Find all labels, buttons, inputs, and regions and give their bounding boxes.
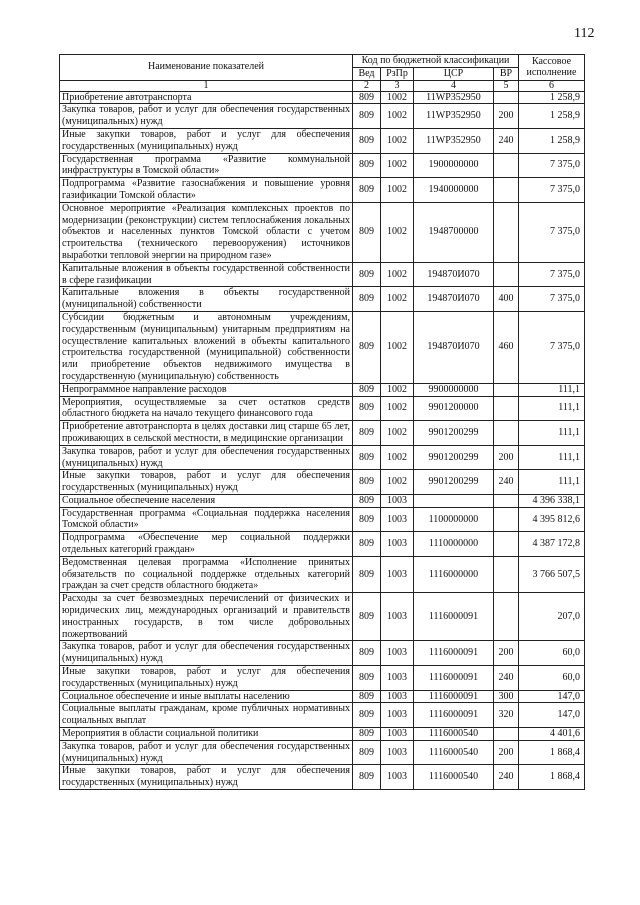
row-name: Социальное обеспечение населения — [60, 494, 353, 507]
page-number: 112 — [574, 26, 595, 41]
row-rzpr: 1002 — [381, 178, 414, 203]
row-name: Социальные выплаты гражданам, кроме публичных нормативных социальных выплат — [60, 703, 353, 728]
row-name: Закупка товаров, работ и услуг для обеспечения государственных (муниципальных) нужд — [60, 445, 353, 470]
row-name: Подпрограмма «Развитие газоснабжения и повышение уровня газификации Томской области» — [60, 178, 353, 203]
row-amount: 111,1 — [519, 445, 585, 470]
row-ved: 809 — [353, 703, 381, 728]
row-csr: 194870И070 — [414, 287, 494, 312]
row-ved: 809 — [353, 556, 381, 592]
row-csr: 1116000091 — [414, 641, 494, 666]
row-csr: 1940000000 — [414, 178, 494, 203]
row-csr: 1948700000 — [414, 202, 494, 262]
row-amount: 7 375,0 — [519, 202, 585, 262]
row-amount: 4 395 812,6 — [519, 507, 585, 532]
table-row — [60, 153, 585, 178]
table-row — [60, 666, 585, 691]
row-amount: 207,0 — [519, 593, 585, 641]
row-amount: 60,0 — [519, 666, 585, 691]
row-vr: 200 — [494, 445, 519, 470]
row-ved: 809 — [353, 178, 381, 203]
header-vr: ВР — [494, 67, 519, 80]
row-name: Основное мероприятие «Реализация комплексных проектов по модернизации (реконструкции) систем теплоснабжения локальных объектов и населенных пунктов Томской области с учетом строительства (технического перевооружения) источников выработки тепловой энергии на природном газе» — [60, 202, 353, 262]
row-csr: 194870И070 — [414, 262, 494, 287]
row-vr — [494, 396, 519, 421]
row-vr — [494, 153, 519, 178]
row-rzpr: 1002 — [381, 470, 414, 495]
table-row — [60, 383, 585, 396]
row-ved: 809 — [353, 202, 381, 262]
row-rzpr: 1003 — [381, 728, 414, 741]
row-name: Закупка товаров, работ и услуг для обеспечения государственных (муниципальных) нужд — [60, 104, 353, 129]
row-name: Расходы за счет безвозмездных перечислений от физических и юридических лиц, международных организаций и правительств иностранных государств, в том числе добровольных пожертвований — [60, 593, 353, 641]
row-vr: 240 — [494, 666, 519, 691]
column-number: 6 — [519, 80, 585, 91]
row-name: Приобретение автотранспорта — [60, 91, 353, 104]
header-ved: Вед — [353, 67, 381, 80]
row-csr: 1110000000 — [414, 532, 494, 557]
row-rzpr: 1003 — [381, 703, 414, 728]
row-ved: 809 — [353, 262, 381, 287]
table-row — [60, 287, 585, 312]
row-rzpr: 1002 — [381, 396, 414, 421]
row-ved: 809 — [353, 445, 381, 470]
row-vr: 200 — [494, 104, 519, 129]
row-ved: 809 — [353, 470, 381, 495]
table-row — [60, 494, 585, 507]
row-name: Закупка товаров, работ и услуг для обеспечения государственных (муниципальных) нужд — [60, 740, 353, 765]
row-name: Приобретение автотранспорта в целях доставки лиц старше 65 лет, проживающих в сельской местности, в медицинские организации — [60, 421, 353, 446]
table-row — [60, 690, 585, 703]
row-rzpr: 1002 — [381, 91, 414, 104]
row-vr — [494, 262, 519, 287]
table-row — [60, 556, 585, 592]
row-amount: 147,0 — [519, 703, 585, 728]
row-csr: 9901200299 — [414, 445, 494, 470]
row-name: Капитальные вложения в объекты государственной (муниципальной) собственности — [60, 287, 353, 312]
row-vr — [494, 178, 519, 203]
row-amount: 3 766 507,5 — [519, 556, 585, 592]
row-amount: 111,1 — [519, 470, 585, 495]
table-row — [60, 202, 585, 262]
row-vr — [494, 728, 519, 741]
header-csr: ЦСР — [414, 67, 494, 80]
row-amount: 7 375,0 — [519, 153, 585, 178]
header-rzpr: РзПр — [381, 67, 414, 80]
row-ved: 809 — [353, 666, 381, 691]
table-row — [60, 396, 585, 421]
header-cash: Кассовое исполнение — [519, 55, 585, 81]
row-ved: 809 — [353, 507, 381, 532]
row-rzpr: 1003 — [381, 690, 414, 703]
row-rzpr: 1003 — [381, 641, 414, 666]
column-number: 5 — [494, 80, 519, 91]
row-name: Иные закупки товаров, работ и услуг для обеспечения государственных (муниципальных) нужд — [60, 128, 353, 153]
row-ved: 809 — [353, 765, 381, 790]
row-vr: 200 — [494, 641, 519, 666]
row-vr — [494, 494, 519, 507]
row-vr: 240 — [494, 470, 519, 495]
row-vr — [494, 91, 519, 104]
table-row — [60, 641, 585, 666]
row-csr: 1116000000 — [414, 556, 494, 592]
row-rzpr: 1002 — [381, 311, 414, 383]
table-row — [60, 178, 585, 203]
row-amount: 4 387 172,8 — [519, 532, 585, 557]
row-csr: 1116000091 — [414, 703, 494, 728]
row-vr: 240 — [494, 128, 519, 153]
row-amount: 111,1 — [519, 396, 585, 421]
row-amount: 1 258,9 — [519, 104, 585, 129]
row-amount: 147,0 — [519, 690, 585, 703]
row-ved: 809 — [353, 311, 381, 383]
row-csr: 194870И070 — [414, 311, 494, 383]
row-rzpr: 1002 — [381, 153, 414, 178]
row-name: Мероприятия, осуществляемые за счет остатков средств областного бюджета на начало текущего финансового года — [60, 396, 353, 421]
row-rzpr: 1003 — [381, 593, 414, 641]
row-rzpr: 1002 — [381, 128, 414, 153]
row-amount: 1 868,4 — [519, 765, 585, 790]
column-number: 2 — [353, 80, 381, 91]
row-csr: 9900000000 — [414, 383, 494, 396]
row-amount: 111,1 — [519, 421, 585, 446]
row-name: Социальное обеспечение и иные выплаты населению — [60, 690, 353, 703]
row-rzpr: 1002 — [381, 104, 414, 129]
row-ved: 809 — [353, 91, 381, 104]
row-name: Мероприятия в области социальной политики — [60, 728, 353, 741]
row-ved: 809 — [353, 128, 381, 153]
row-rzpr: 1002 — [381, 421, 414, 446]
row-vr — [494, 421, 519, 446]
row-vr — [494, 532, 519, 557]
row-ved: 809 — [353, 287, 381, 312]
row-rzpr: 1003 — [381, 765, 414, 790]
row-csr: 1116000540 — [414, 765, 494, 790]
row-amount: 7 375,0 — [519, 311, 585, 383]
row-rzpr: 1002 — [381, 202, 414, 262]
row-rzpr: 1003 — [381, 666, 414, 691]
row-ved: 809 — [353, 740, 381, 765]
row-rzpr: 1002 — [381, 383, 414, 396]
row-vr: 200 — [494, 740, 519, 765]
row-ved: 809 — [353, 104, 381, 129]
table-row — [60, 128, 585, 153]
row-vr: 400 — [494, 287, 519, 312]
row-csr: 1116000091 — [414, 690, 494, 703]
table-row — [60, 311, 585, 383]
table-body — [60, 91, 585, 789]
header-name: Наименование показателей — [60, 55, 353, 81]
table-row — [60, 91, 585, 104]
row-name: Субсидии бюджетным и автономным учреждениям, государственным (муниципальным) унитарным предприятиям на осуществление капитальных вложений в объекты капитального строительства государственной (муниципальной) собственности или приобретение объектов недвижимого имущества в государственную (муниципальную) собственность — [60, 311, 353, 383]
row-amount: 4 401,6 — [519, 728, 585, 741]
row-name: Подпрограмма «Обеспечение мер социальной поддержки отдельных категорий граждан» — [60, 532, 353, 557]
row-rzpr: 1003 — [381, 532, 414, 557]
table-row — [60, 740, 585, 765]
row-rzpr: 1003 — [381, 740, 414, 765]
row-ved: 809 — [353, 690, 381, 703]
row-rzpr: 1003 — [381, 507, 414, 532]
row-ved: 809 — [353, 396, 381, 421]
row-amount: 60,0 — [519, 641, 585, 666]
row-ved: 809 — [353, 641, 381, 666]
row-name: Иные закупки товаров, работ и услуг для обеспечения государственных (муниципальных) нужд — [60, 666, 353, 691]
row-name: Государственная программа «Социальная поддержка населения Томской области» — [60, 507, 353, 532]
row-vr — [494, 593, 519, 641]
row-amount: 1 868,4 — [519, 740, 585, 765]
row-vr — [494, 202, 519, 262]
row-csr: 1116000540 — [414, 728, 494, 741]
row-vr — [494, 556, 519, 592]
row-amount: 7 375,0 — [519, 178, 585, 203]
column-number: 3 — [381, 80, 414, 91]
row-vr: 300 — [494, 690, 519, 703]
table-row — [60, 104, 585, 129]
row-vr: 320 — [494, 703, 519, 728]
row-rzpr: 1003 — [381, 556, 414, 592]
row-rzpr: 1002 — [381, 287, 414, 312]
row-csr: 11WP352950 — [414, 104, 494, 129]
column-number-row — [60, 80, 585, 91]
row-name: Иные закупки товаров, работ и услуг для обеспечения государственных (муниципальных) нужд — [60, 470, 353, 495]
row-vr — [494, 383, 519, 396]
row-ved: 809 — [353, 421, 381, 446]
row-vr — [494, 507, 519, 532]
row-csr: 11WP352950 — [414, 128, 494, 153]
table-row — [60, 470, 585, 495]
column-number: 1 — [60, 80, 353, 91]
row-rzpr: 1002 — [381, 445, 414, 470]
row-ved: 809 — [353, 494, 381, 507]
table-row — [60, 532, 585, 557]
row-name: Капитальные вложения в объекты государственной собственности в сфере газификации — [60, 262, 353, 287]
row-name: Иные закупки товаров, работ и услуг для обеспечения государственных (муниципальных) нужд — [60, 765, 353, 790]
row-csr: 1116000540 — [414, 740, 494, 765]
table-row — [60, 507, 585, 532]
row-csr: 9901200299 — [414, 421, 494, 446]
row-csr: 9901200299 — [414, 470, 494, 495]
row-ved: 809 — [353, 383, 381, 396]
row-csr — [414, 494, 494, 507]
row-ved: 809 — [353, 153, 381, 178]
row-rzpr: 1003 — [381, 494, 414, 507]
row-ved: 809 — [353, 593, 381, 641]
row-csr: 1900000000 — [414, 153, 494, 178]
row-vr: 460 — [494, 311, 519, 383]
row-amount: 1 258,9 — [519, 128, 585, 153]
table-row — [60, 728, 585, 741]
column-number: 4 — [414, 80, 494, 91]
table-row — [60, 703, 585, 728]
row-amount: 1 258,9 — [519, 91, 585, 104]
row-csr: 1116000091 — [414, 666, 494, 691]
row-name: Закупка товаров, работ и услуг для обеспечения государственных (муниципальных) нужд — [60, 641, 353, 666]
table-row — [60, 262, 585, 287]
row-rzpr: 1002 — [381, 262, 414, 287]
header-code-group: Код по бюджетной классификации — [353, 55, 519, 68]
row-ved: 809 — [353, 532, 381, 557]
row-name: Государственная программа «Развитие коммунальной инфраструктуры в Томской области» — [60, 153, 353, 178]
table-row — [60, 765, 585, 790]
table-row — [60, 593, 585, 641]
table-row — [60, 445, 585, 470]
row-csr: 9901200000 — [414, 396, 494, 421]
row-name: Непрограммное направление расходов — [60, 383, 353, 396]
row-vr: 240 — [494, 765, 519, 790]
row-csr: 11WP352950 — [414, 91, 494, 104]
row-name: Ведомственная целевая программа «Исполнение принятых обязательств по социальной поддержке отдельных категорий граждан за счет средств областного бюджета» — [60, 556, 353, 592]
row-csr: 1116000091 — [414, 593, 494, 641]
row-amount: 7 375,0 — [519, 262, 585, 287]
row-amount: 111,1 — [519, 383, 585, 396]
row-ved: 809 — [353, 728, 381, 741]
table-row — [60, 421, 585, 446]
row-amount: 4 396 338,1 — [519, 494, 585, 507]
row-csr: 1100000000 — [414, 507, 494, 532]
budget-table — [59, 54, 585, 790]
row-amount: 7 375,0 — [519, 287, 585, 312]
